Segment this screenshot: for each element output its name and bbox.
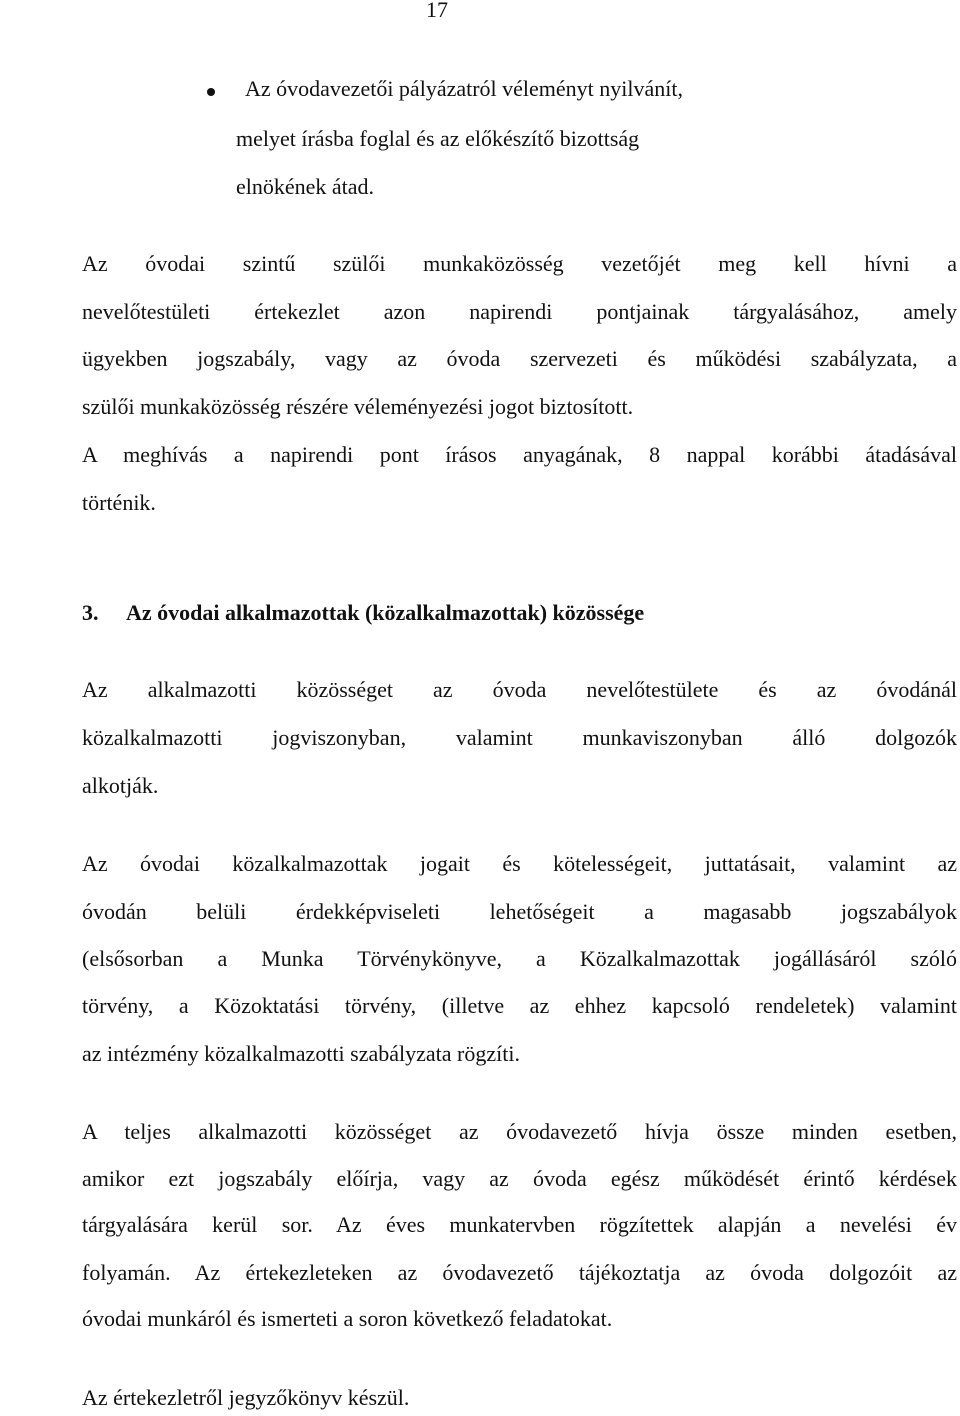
text-line: A teljes alkalmazotti közösséget az óvodavezető hívja össze minden esetben, (82, 1119, 957, 1144)
text-line: közalkalmazotti jogviszonyban, valamint munkaviszonyban álló dolgozók (82, 725, 957, 750)
text-line: történik. (82, 490, 156, 515)
text-line: Az óvodai szintű szülői munkaközösség vezetőjét meg kell hívni a (82, 251, 957, 276)
section-title: Az óvodai alkalmazottak (közalkalmazottak) közössége (126, 600, 645, 625)
text-line: folyamán. Az értekezleteken az óvodavezető tájékoztatja az óvoda dolgozóit az (82, 1260, 957, 1285)
text-line: szülői munkaközösség részére véleményezési jogot biztosított. (82, 394, 634, 419)
text-line: A meghívás a napirendi pont írásos anyagának, 8 nappal korábbi átadásával (82, 442, 957, 467)
section-number: 3. (82, 600, 99, 625)
section-heading (82, 600, 644, 626)
text-line: amikor ezt jogszabály előírja, vagy az óvoda egész működését érintő kérdések (82, 1166, 957, 1191)
bullet-text-line: elnökének átad. (236, 174, 375, 199)
text-line: törvény, a Közoktatási törvény, (illetve az ehhez kapcsoló rendeletek) valamint (82, 993, 957, 1018)
text-line: óvodán belüli érdekképviseleti lehetőségeit a magasabb jogszabályok (82, 899, 957, 924)
page-number: 17 (426, 0, 448, 22)
text-line: Az értekezletről jegyzőkönyv készül. (82, 1385, 410, 1410)
text-line: Az alkalmazotti közösséget az óvoda nevelőtestülete és az óvodánál (82, 677, 957, 702)
text-line: ügyekben jogszabály, vagy az óvoda szervezeti és működési szabályzata, a (82, 346, 957, 371)
text-line: alkotják. (82, 773, 159, 798)
text-line: nevelőtestületi értekezlet azon napirendi pontjainak tárgyalásához, amely (82, 299, 957, 324)
text-line: tárgyalására kerül sor. Az éves munkatervben rögzítettek alapján a nevelési év (82, 1212, 957, 1237)
bullet-text-line: Az óvodavezetői pályázatról véleményt nyilvánít, (245, 76, 684, 101)
bullet-text-line: melyet írásba foglal és az előkészítő bizottság (236, 126, 640, 151)
bullet-icon (207, 88, 215, 96)
text-line: Az óvodai közalkalmazottak jogait és kötelességeit, juttatásait, valamint az (82, 851, 957, 876)
text-line: óvodai munkáról és ismerteti a soron következő feladatokat. (82, 1306, 613, 1331)
text-line: az intézmény közalkalmazotti szabályzata rögzíti. (82, 1041, 520, 1066)
text-line: (elsősorban a Munka Törvénykönyve, a Közalkalmazottak jogállásáról szóló (82, 946, 957, 971)
